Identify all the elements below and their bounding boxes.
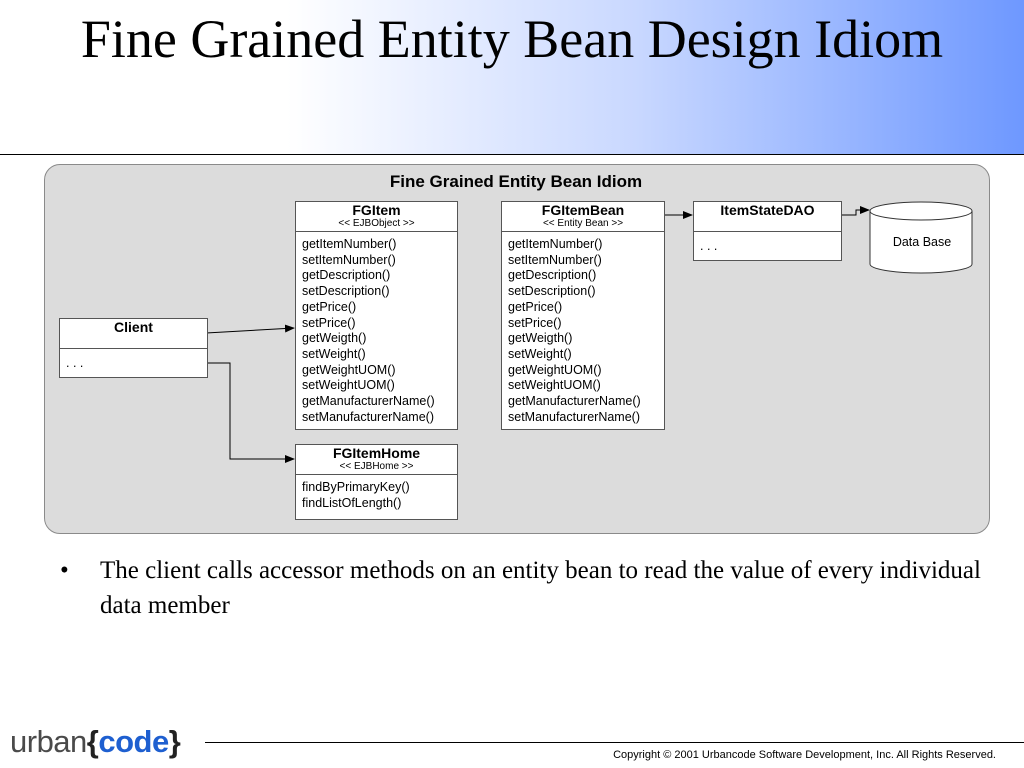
logo-brace-close: } xyxy=(168,724,181,759)
fgitem-stereotype: << EJBObject >> xyxy=(338,218,415,229)
logo-part-code: code xyxy=(98,724,169,759)
itemstatedao-to-database-arrow xyxy=(840,210,869,215)
fgitemhome-class-box xyxy=(295,444,458,520)
method-item: setWeightUOM() xyxy=(508,378,601,393)
fgitem-class-box xyxy=(295,201,458,430)
database-label: Data Base xyxy=(892,235,952,249)
fgitem-class-name: FGItem xyxy=(352,202,401,218)
method-item: getPrice() xyxy=(302,299,357,314)
method-item: getWeightUOM() xyxy=(508,362,602,377)
copyright-notice: Copyright © 2001 Urbancode Software Development, Inc. All Rights Reserved. xyxy=(613,749,996,761)
diagram-title: Fine Grained Entity Bean Idiom xyxy=(389,172,643,191)
client-class-body: . . . xyxy=(66,356,84,370)
itemstatedao-class-box xyxy=(693,201,842,261)
method-item: getItemNumber() xyxy=(302,237,397,251)
client-class-box xyxy=(59,318,208,378)
client-class-name: Client xyxy=(114,319,153,335)
logo-part-urban: urban xyxy=(10,724,87,759)
method-item: setWeightUOM() xyxy=(302,378,395,393)
method-item: getWeightUOM() xyxy=(302,362,396,377)
itemstatedao-class-name: ItemStateDAO xyxy=(720,202,815,218)
method-item: setItemNumber() xyxy=(508,252,602,267)
method-item: setDescription() xyxy=(508,284,596,299)
fgitembean-class-box xyxy=(501,201,665,430)
client-to-fgitemhome-arrow xyxy=(206,363,294,459)
bullet-marker: • xyxy=(60,557,69,584)
method-item: getManufacturerName() xyxy=(508,394,641,409)
fgitemhome-method-list xyxy=(296,475,457,516)
client-to-fgitem-arrow xyxy=(206,328,294,333)
fgitembean-class-name: FGItemBean xyxy=(541,202,625,218)
method-item: findByPrimaryKey() xyxy=(302,480,410,494)
method-item: setWeight() xyxy=(302,346,366,361)
slide-title: Fine Grained Entity Bean Design Idiom xyxy=(80,9,944,69)
bullet-text: The client calls accessor methods on an entity bean to read the value of every individual data member xyxy=(100,557,981,619)
urbancode-logo xyxy=(10,722,180,762)
method-item: setPrice() xyxy=(508,315,562,330)
method-item: getDescription() xyxy=(508,268,597,283)
itemstatedao-class-body: . . . xyxy=(700,239,718,253)
method-item: getPrice() xyxy=(508,299,563,314)
method-item: setManufacturerName() xyxy=(508,409,640,424)
method-item: getItemNumber() xyxy=(508,237,603,251)
method-item: getManufacturerName() xyxy=(302,394,435,409)
method-item: getWeigth() xyxy=(302,331,367,346)
method-item: setPrice() xyxy=(302,315,356,330)
method-item: findListOfLength() xyxy=(302,495,402,510)
method-item: setManufacturerName() xyxy=(302,409,434,424)
fgitem-method-list xyxy=(296,232,457,430)
logo-brace-open: { xyxy=(86,724,99,759)
fgitembean-method-list xyxy=(502,232,664,430)
fgitembean-stereotype: << Entity Bean >> xyxy=(542,218,624,229)
fgitemhome-stereotype: << EJBHome >> xyxy=(339,461,414,472)
fgitemhome-class-name: FGItemHome xyxy=(332,445,421,461)
method-item: setWeight() xyxy=(508,346,572,361)
method-item: setDescription() xyxy=(302,284,390,299)
method-item: setItemNumber() xyxy=(302,252,396,267)
footer-divider xyxy=(205,742,1024,743)
method-item: getWeigth() xyxy=(508,331,573,346)
method-item: getDescription() xyxy=(302,268,391,283)
